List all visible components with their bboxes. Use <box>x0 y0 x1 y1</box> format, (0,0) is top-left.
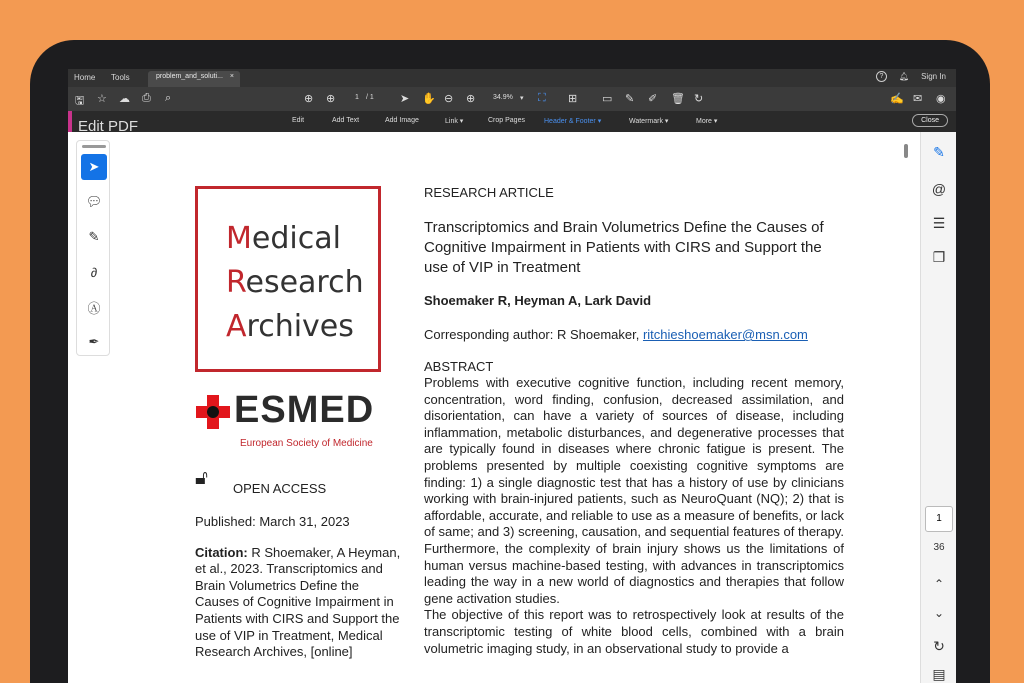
print-icon[interactable]: ⎙ <box>142 92 151 104</box>
close-tab-icon[interactable]: × <box>229 73 234 80</box>
highlight-icon[interactable]: ✐ <box>648 93 658 105</box>
add-text-button[interactable]: Add Text <box>332 117 360 124</box>
comment-icon[interactable]: ▭ <box>602 93 613 105</box>
text-box-icon[interactable]: Ⓐ <box>87 300 101 316</box>
draw-pen-icon[interactable]: ✎ <box>88 229 100 244</box>
zoom-level[interactable]: 34.9% <box>493 94 513 101</box>
esmed-subtitle: European Society of Medicine <box>240 438 373 449</box>
esmed-wordmark: ESMED <box>234 389 375 431</box>
sign-in-link[interactable]: Sign In <box>921 72 946 81</box>
bookmark-star-icon[interactable]: ☆ <box>97 93 107 105</box>
open-access-label: OPEN ACCESS <box>233 481 327 496</box>
page-total: 36 <box>933 542 945 553</box>
upload-cloud-icon[interactable]: ☁ <box>119 93 130 105</box>
citation: Citation: R Shoemaker, A Heyman, et al., 2023. Transcriptomics and Brain Volumetrics Define the Causes of Cognitive Impairment in Patients with CIRS and Support the use of VIP in Treatment, Medical Research Archives, [online] <box>195 544 401 660</box>
search-icon[interactable]: ⌕ <box>165 92 172 104</box>
save-icon[interactable]: 🖫︎ <box>75 95 85 107</box>
page-number-input[interactable]: 1 <box>355 94 359 101</box>
more-button[interactable]: More ▾ <box>696 118 718 125</box>
fill-sign-icon[interactable]: ✍ <box>890 93 904 105</box>
close-edit-button[interactable]: Close <box>912 114 948 127</box>
scroll-down-icon[interactable]: ⌄ <box>933 606 945 620</box>
notification-bell-icon[interactable]: 🔔︎ <box>898 72 910 81</box>
email-icon[interactable]: ✉ <box>913 93 923 105</box>
fit-page-icon[interactable]: ⛶ <box>538 92 546 104</box>
freeform-draw-icon[interactable]: ∂ <box>90 264 98 280</box>
hand-tool-icon[interactable]: ✋ <box>422 93 436 105</box>
add-image-button[interactable]: Add Image <box>385 117 419 124</box>
panel-grip[interactable] <box>82 145 106 148</box>
logo-line-medical: Medical <box>226 221 341 256</box>
document-tab[interactable] <box>148 71 240 87</box>
corresponding-author: Corresponding author: R Shoemaker, ritchieshoemaker@msn.com <box>424 327 808 342</box>
edit-pdf-icon[interactable]: ✎ <box>933 144 945 160</box>
zoom-out-icon[interactable]: ⊖ <box>444 93 454 105</box>
page-number-box[interactable]: 1 <box>925 506 953 532</box>
tools-tab[interactable]: Tools <box>111 73 130 82</box>
bookmarks-icon[interactable]: ☰ <box>932 215 946 231</box>
edit-tool-button[interactable]: Edit <box>292 117 305 124</box>
authors: Shoemaker R, Heyman A, Lark David <box>424 293 652 308</box>
select-tool-icon[interactable]: ➤ <box>81 154 107 180</box>
sign-icon[interactable]: ✒ <box>88 334 100 349</box>
main-toolbar <box>68 87 956 111</box>
article-title: Transcriptomics and Brain Volumetrics Define the Causes of Cognitive Impairment in Patients with CIRS and Support the use of VIP in Treatment <box>424 219 824 276</box>
stamp-icon[interactable]: ⊞ <box>568 93 578 105</box>
zoom-in-icon[interactable]: ⊕ <box>466 93 476 105</box>
abstract-text <box>424 375 844 657</box>
logo-line-research: Research <box>226 265 364 300</box>
zoom-dropdown-icon[interactable]: ▾ <box>520 95 524 102</box>
document-tab-label: problem_and_soluti... <box>156 73 223 80</box>
article-type: RESEARCH ARTICLE <box>424 185 554 200</box>
journal-logo <box>195 186 381 372</box>
page-count: / 1 <box>366 94 374 101</box>
crop-pages-button[interactable]: Crop Pages <box>488 117 525 124</box>
next-page-icon[interactable]: ⊕ <box>326 93 336 105</box>
abstract-heading: ABSTRACT <box>424 359 494 374</box>
medical-cross-icon <box>196 395 230 429</box>
right-side-panel <box>920 132 956 683</box>
quick-tools-panel <box>76 140 110 356</box>
abstract-paragraph-2: The objective of this report was to retrospectively look at results of the transcriptomic testing of white blood cells, combined with a brain volumetric imaging study, in an observational study to provide a <box>424 607 844 656</box>
scroll-up-icon[interactable]: ⌃ <box>933 577 945 591</box>
author-email-link[interactable]: ritchieshoemaker@msn.com <box>642 327 808 342</box>
add-comment-icon[interactable]: 💬︎ <box>85 194 103 209</box>
share-icon[interactable]: ◉ <box>936 93 946 105</box>
vertical-scrollbar[interactable] <box>904 144 908 158</box>
home-tab[interactable]: Home <box>74 73 96 82</box>
select-cursor-icon[interactable]: ➤ <box>400 93 410 105</box>
tab-bar <box>68 69 956 87</box>
file-icon[interactable]: ▤ <box>932 666 946 682</box>
published-date: Published: March 31, 2023 <box>195 514 350 529</box>
abstract-paragraph-1: Problems with executive cognitive function, including recent memory, concentration, word finding, confusion, decreased assimilation, and disorientation, can have a variety of sources of disease, including inflammation, metabolic disturbances, and degenerative processes that are typically found in diseases where chronic fatigue is present. The problems presented by multiple coexisting cognitive symptoms are finding: 1) a single diagnostic test that has a history of use by clinicians working with brain-injured patients, such as NeuroQuant (NQ); 2) that is affordable, accurate, and reliable to use as a measure of benefits, or lack of same; and 3) screening, causation, and sequential features of therapy. Furthermore, the complexity of brain injury shows us the limitations of human versus machine-based testing, with advances in transcriptomics leading the way in a new world of diagnostics and therapies that follow gene activation studies. <box>424 375 844 606</box>
edit-pdf-title: Edit PDF <box>78 118 139 135</box>
organize-pages-icon[interactable]: ❐ <box>932 249 946 265</box>
rotate-icon[interactable]: ↻ <box>694 93 704 105</box>
logo-line-archives: Archives <box>226 309 354 344</box>
acrobat-window <box>68 69 956 683</box>
pen-icon[interactable]: ✎ <box>625 93 635 105</box>
refresh-icon[interactable]: ↻ <box>933 638 945 654</box>
watermark-button[interactable]: Watermark ▾ <box>629 118 669 125</box>
link-button[interactable]: Link ▾ <box>445 118 464 125</box>
header-footer-button[interactable]: Header & Footer ▾ <box>544 118 602 125</box>
edit-pdf-bar <box>68 111 956 135</box>
left-column <box>195 514 401 661</box>
comment-panel-icon[interactable]: @ <box>931 181 947 197</box>
open-lock-icon: 🔓︎ <box>195 467 208 489</box>
delete-icon[interactable]: 🗑︎ <box>671 93 685 105</box>
previous-page-icon[interactable]: ⊕ <box>304 93 314 105</box>
help-icon[interactable]: ? <box>876 71 887 82</box>
